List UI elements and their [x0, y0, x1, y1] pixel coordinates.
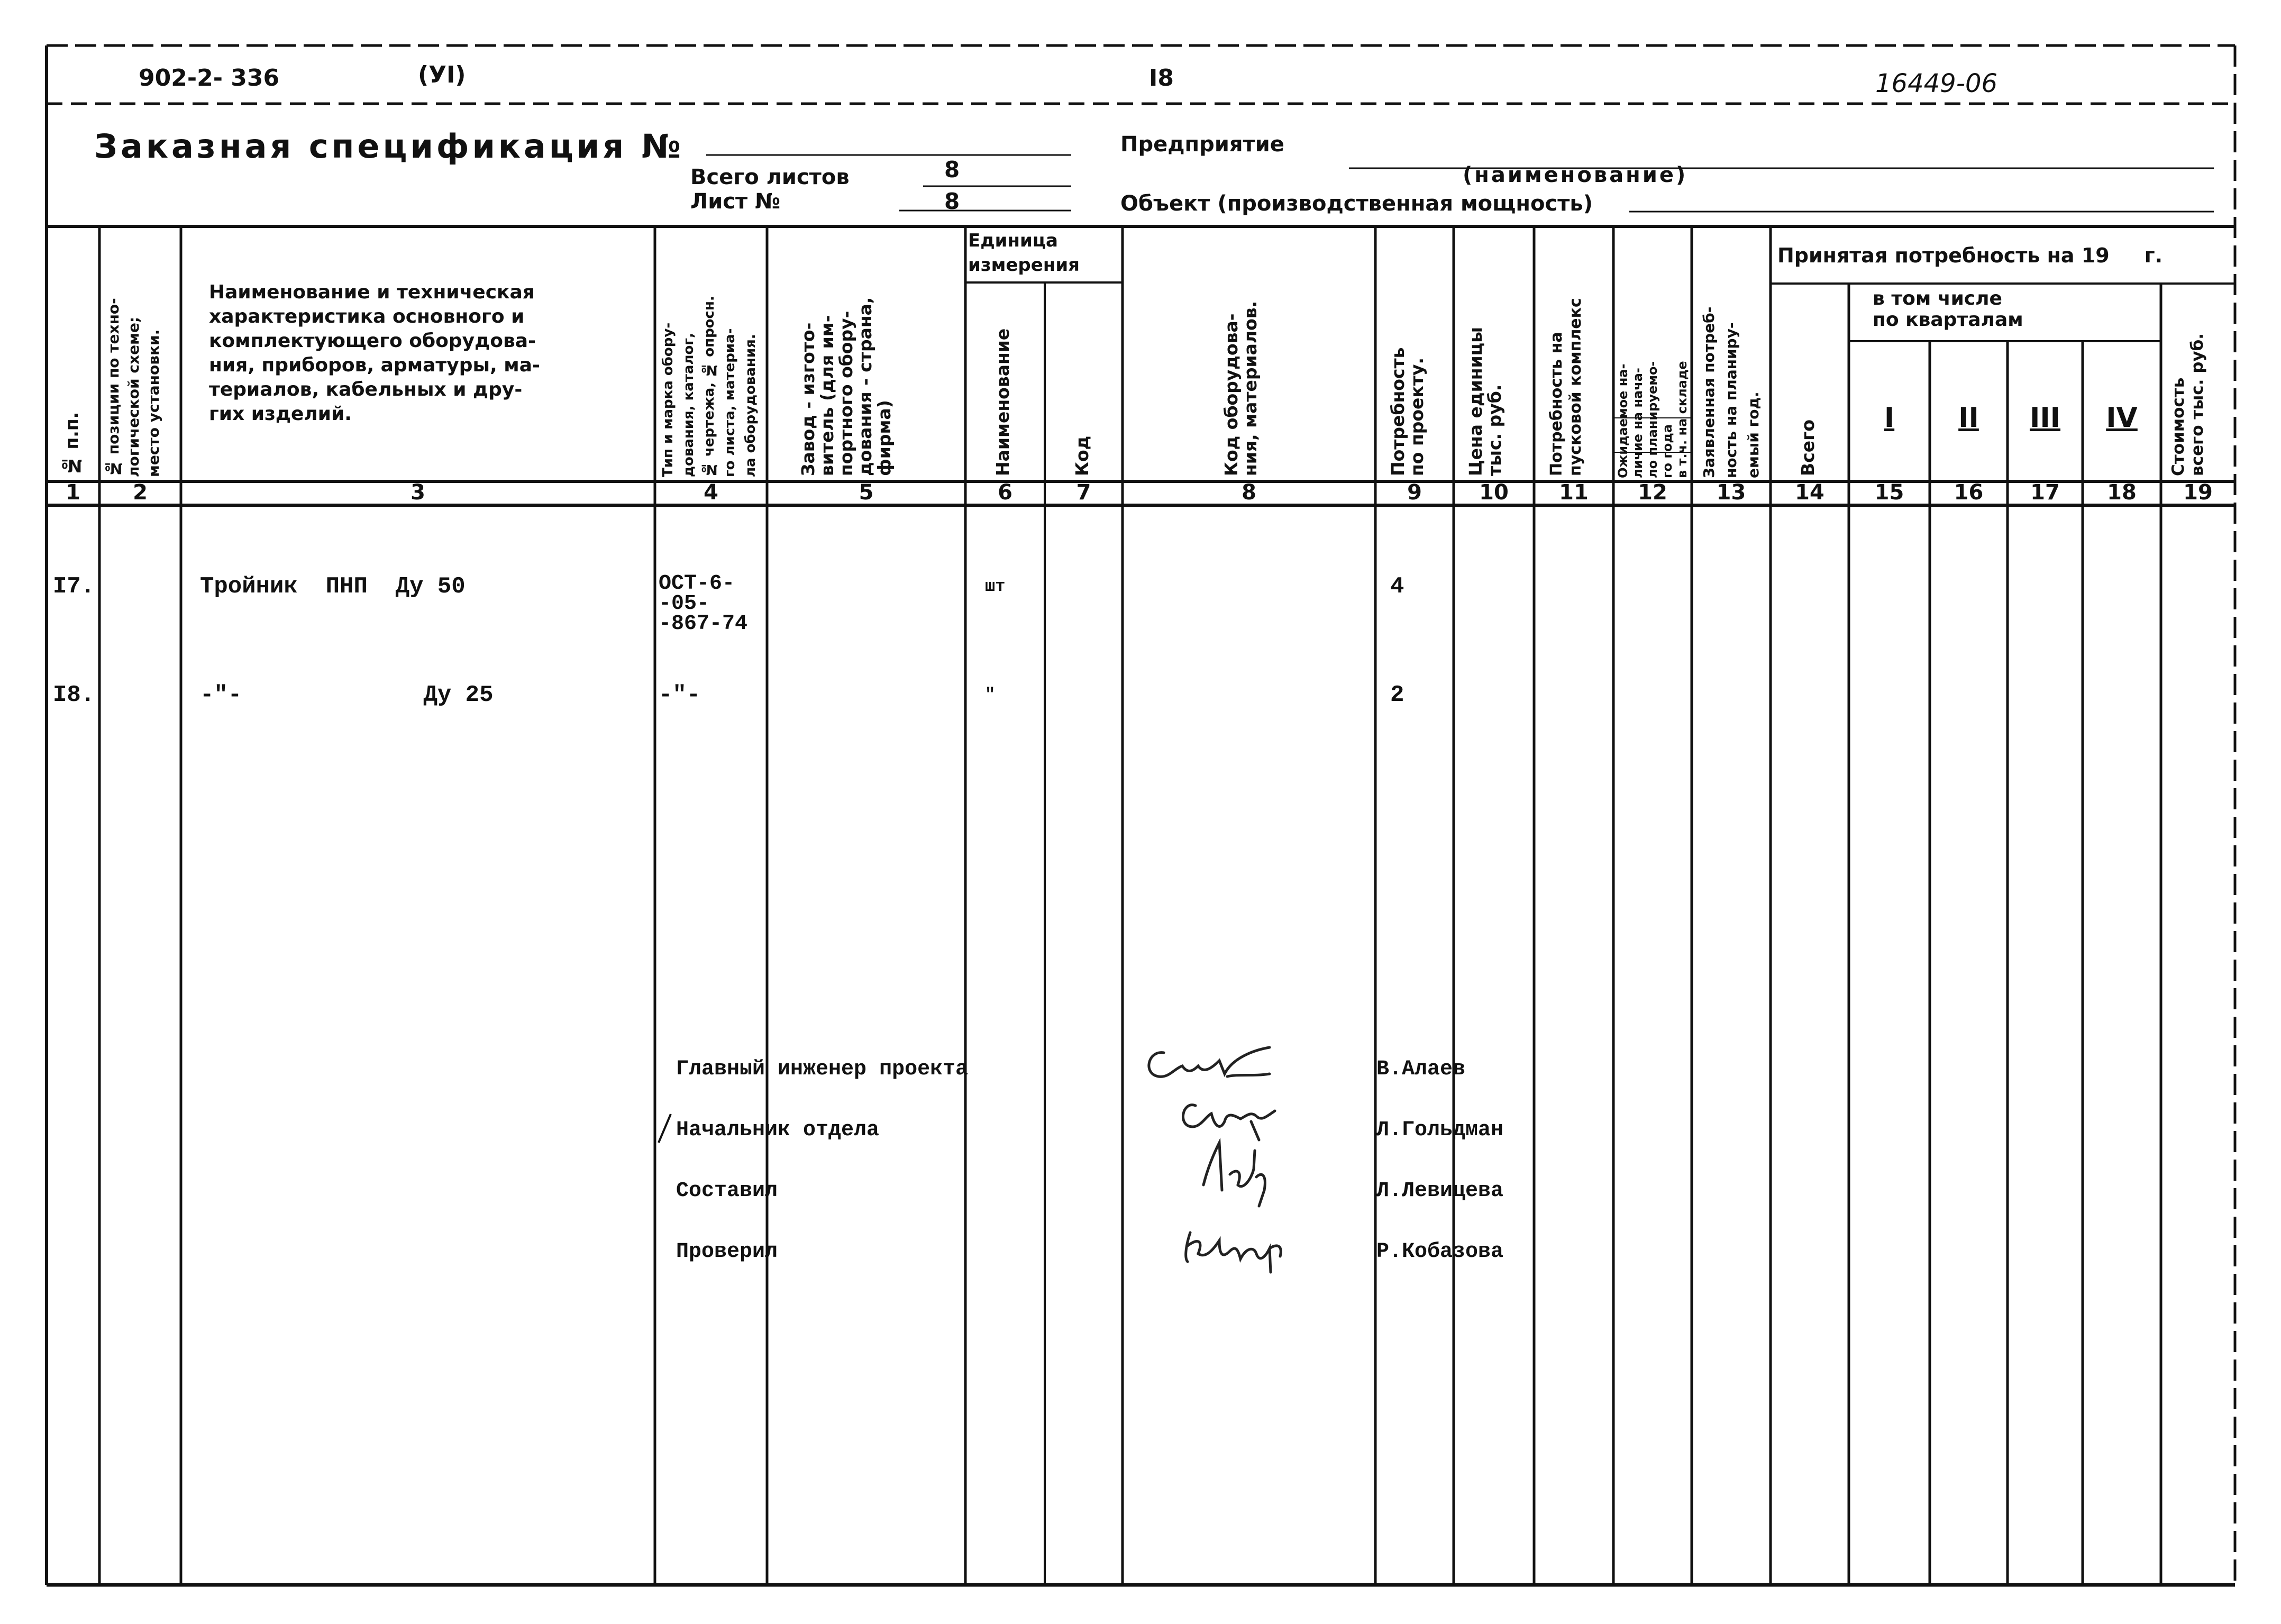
sheet-label: Лист № [690, 189, 781, 214]
enterprise-label: Предприятие [1120, 132, 1284, 157]
col-number: 7 [1076, 480, 1091, 505]
item-qty: 2 [1390, 682, 1404, 708]
col-number: 4 [704, 480, 718, 505]
item-type: ОСТ-6- -05- -867-74 [659, 572, 748, 636]
col-number: 1 [66, 480, 80, 505]
accepted-group-header: Принятая потребность на 19 г. [1777, 244, 2163, 267]
col-17-header: III [2029, 402, 2061, 434]
col-number: 15 [1874, 480, 1904, 505]
signature-role: Проверил [676, 1240, 778, 1264]
signature-role: Главный инженер проекта [676, 1057, 969, 1081]
col-number: 10 [1479, 480, 1509, 505]
col-number: 17 [2030, 480, 2060, 505]
signature-role: Начальник отдела [676, 1118, 880, 1142]
col-7-header: Код [1072, 435, 1092, 476]
unit-group-header: Единица измерения [968, 230, 1080, 276]
col-18-header: IV [2106, 402, 2138, 434]
col-number: 12 [1638, 480, 1667, 505]
col-11-header: Потребность на пусковой комплекс [1547, 298, 1585, 476]
item-unit: " [985, 685, 996, 705]
signature-role: Составил [676, 1179, 778, 1203]
signature-name: Л.Гольдман [1376, 1118, 1504, 1142]
item-type: -"- [659, 682, 701, 708]
item-name: -"- Ду 25 [200, 682, 494, 708]
total-sheets-value: 8 [944, 157, 960, 183]
handwritten-signatures [1132, 1037, 1375, 1291]
spec-title: Заказная спецификация № [94, 127, 685, 166]
col-8-header: Код оборудова- ния, материалов. [1221, 300, 1261, 476]
item-qty: 4 [1390, 573, 1404, 600]
col-13-header: Заявленная потреб- ность на планиру- емый год. [1700, 306, 1762, 478]
col-15-header: I [1884, 402, 1895, 434]
col-12-header: Ожидаемое на- личие на нача- ло планируемо- го года в т.ч. на складе [1616, 361, 1690, 478]
col-5-header: Завод - изгото- витель (для им- портного обору- дования - страна, фирма) [798, 297, 895, 476]
row-number: I8. [53, 682, 95, 708]
col-16-header: II [1958, 402, 1979, 434]
signature-name: Л.Левицева [1376, 1179, 1504, 1203]
col-number: 2 [133, 480, 148, 505]
row-number: I7. [53, 573, 95, 600]
name-label: (наименование) [1463, 163, 1688, 187]
col-9-header: Потребность по проекту. [1388, 347, 1427, 476]
col-4-header: Тип и марка обору- дования, каталог, № чертежа, № опросн. го листа, материа- ла оборудования. [660, 296, 759, 477]
col-3-header: Наименование и техническая характеристика основного и комплектующего оборудова- ния, приборов, арматуры, ма- териалов, кабельных и дру- гих изделий. [209, 281, 540, 425]
col-number: 14 [1795, 480, 1824, 505]
project-code: 902-2- 336 [139, 65, 280, 92]
col-10-header: Цена единицы тыс. руб. [1465, 327, 1505, 476]
page-number: I8 [1149, 65, 1174, 92]
sheet-value: 8 [944, 188, 960, 214]
col-number: 6 [998, 480, 1012, 505]
item-name: Тройник ПНП Ду 50 [200, 573, 466, 600]
section-number: (УI) [418, 61, 466, 88]
col-number: 8 [1242, 480, 1256, 505]
quarters-group-header: в том числе по кварталам [1873, 288, 2023, 331]
object-label: Объект (производственная мощность) [1120, 191, 1593, 216]
col-number: 3 [410, 480, 425, 505]
col-number: 16 [1954, 480, 1984, 505]
col-number: 9 [1407, 480, 1422, 505]
col-number: 5 [859, 480, 874, 505]
col-1-header: № п.п. [61, 412, 82, 476]
total-sheets-label: Всего листов [690, 165, 850, 189]
col-number: 19 [2183, 480, 2213, 505]
col-number: 13 [1716, 480, 1746, 505]
col-19-header: Стоимость всего тыс. руб. [2169, 333, 2207, 476]
col-6-header: Наименование [992, 328, 1013, 476]
col-number: 18 [2107, 480, 2137, 505]
col-14-header: Всего [1798, 419, 1818, 476]
col-number: 11 [1559, 480, 1589, 505]
item-unit: шт [985, 577, 1006, 596]
signature-name: Р.Кобазова [1376, 1240, 1504, 1264]
col-2-header: № позиции по техно- логической схеме; место установки. [105, 298, 162, 477]
registration-number: 16449-06 [1875, 69, 1998, 98]
signature-name: В.Алаев [1376, 1057, 1466, 1081]
